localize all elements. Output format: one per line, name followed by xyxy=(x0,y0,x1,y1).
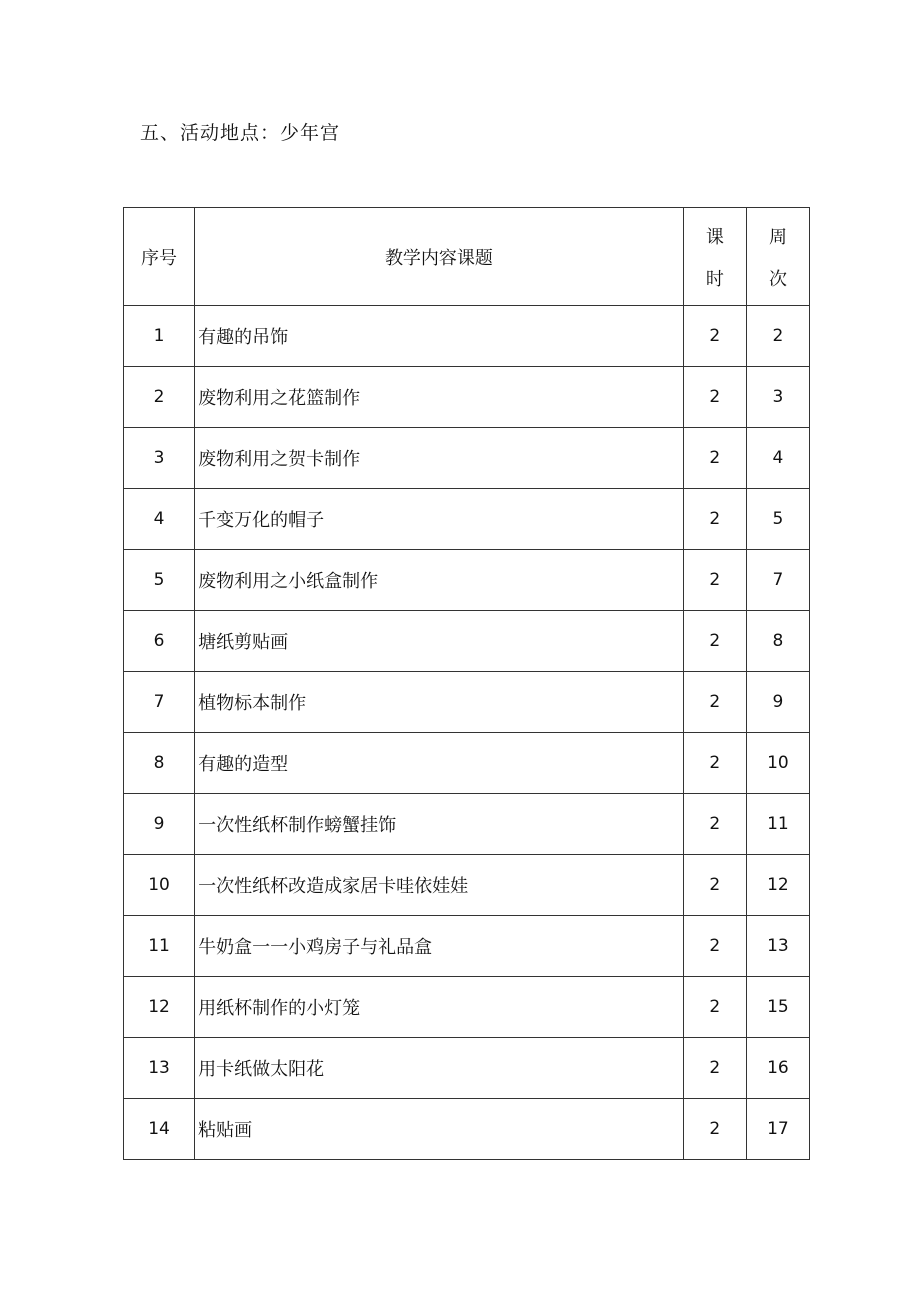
row-index: 1 xyxy=(124,306,195,367)
table-row xyxy=(124,733,810,794)
table-row xyxy=(124,672,810,733)
row-index: 2 xyxy=(124,367,195,428)
course-schedule-table xyxy=(123,207,810,1160)
row-hours: 2 xyxy=(683,550,746,611)
table-row xyxy=(124,367,810,428)
header-hours-char-1: 课 xyxy=(705,226,724,248)
header-topic: 教学内容课题 xyxy=(195,208,684,306)
table-row xyxy=(124,916,810,977)
row-week: 2 xyxy=(746,306,809,367)
row-hours: 2 xyxy=(683,428,746,489)
table-row xyxy=(124,855,810,916)
section-heading: 五、活动地点：少年宫 xyxy=(140,122,341,144)
row-week: 11 xyxy=(746,794,809,855)
row-topic: 塘纸剪贴画 xyxy=(195,611,684,672)
row-week: 15 xyxy=(746,977,809,1038)
header-hours-char-2: 时 xyxy=(705,268,724,290)
table-row xyxy=(124,1099,810,1160)
row-index: 4 xyxy=(124,489,195,550)
row-index: 5 xyxy=(124,550,195,611)
row-week: 4 xyxy=(746,428,809,489)
row-index: 14 xyxy=(124,1099,195,1160)
row-topic: 用纸杯制作的小灯笼 xyxy=(195,977,684,1038)
row-hours: 2 xyxy=(683,916,746,977)
row-week: 10 xyxy=(746,733,809,794)
row-index: 6 xyxy=(124,611,195,672)
row-index: 3 xyxy=(124,428,195,489)
row-index: 7 xyxy=(124,672,195,733)
header-hours xyxy=(683,208,746,306)
row-week: 7 xyxy=(746,550,809,611)
row-week: 3 xyxy=(746,367,809,428)
row-index: 12 xyxy=(124,977,195,1038)
row-hours: 2 xyxy=(683,489,746,550)
table-row xyxy=(124,794,810,855)
row-week: 12 xyxy=(746,855,809,916)
row-hours: 2 xyxy=(683,733,746,794)
row-index: 10 xyxy=(124,855,195,916)
row-topic: 植物标本制作 xyxy=(195,672,684,733)
row-hours: 2 xyxy=(683,855,746,916)
row-hours: 2 xyxy=(683,672,746,733)
row-hours: 2 xyxy=(683,367,746,428)
row-index: 8 xyxy=(124,733,195,794)
table-row xyxy=(124,977,810,1038)
row-topic: 牛奶盒一一小鸡房子与礼品盒 xyxy=(195,916,684,977)
table-row xyxy=(124,428,810,489)
table-row xyxy=(124,306,810,367)
row-topic: 一次性纸杯制作螃蟹挂饰 xyxy=(195,794,684,855)
row-topic: 一次性纸杯改造成家居卡哇依娃娃 xyxy=(195,855,684,916)
row-topic: 有趣的吊饰 xyxy=(195,306,684,367)
row-hours: 2 xyxy=(683,977,746,1038)
row-week: 13 xyxy=(746,916,809,977)
row-week: 5 xyxy=(746,489,809,550)
row-topic: 用卡纸做太阳花 xyxy=(195,1038,684,1099)
header-week-char-1: 周 xyxy=(768,226,787,248)
row-hours: 2 xyxy=(683,794,746,855)
row-topic: 千变万化的帽子 xyxy=(195,489,684,550)
row-week: 8 xyxy=(746,611,809,672)
table-row xyxy=(124,1038,810,1099)
row-hours: 2 xyxy=(683,306,746,367)
table-row xyxy=(124,550,810,611)
row-hours: 2 xyxy=(683,1099,746,1160)
row-index: 11 xyxy=(124,916,195,977)
table-row xyxy=(124,489,810,550)
row-index: 13 xyxy=(124,1038,195,1099)
row-week: 17 xyxy=(746,1099,809,1160)
header-week xyxy=(746,208,809,306)
row-week: 9 xyxy=(746,672,809,733)
row-topic: 废物利用之花篮制作 xyxy=(195,367,684,428)
row-topic: 有趣的造型 xyxy=(195,733,684,794)
header-week-char-2: 次 xyxy=(768,268,787,290)
row-topic: 废物利用之贺卡制作 xyxy=(195,428,684,489)
table-row xyxy=(124,611,810,672)
row-hours: 2 xyxy=(683,611,746,672)
header-index: 序号 xyxy=(124,208,195,306)
row-hours: 2 xyxy=(683,1038,746,1099)
row-topic: 粘贴画 xyxy=(195,1099,684,1160)
row-index: 9 xyxy=(124,794,195,855)
row-topic: 废物利用之小纸盒制作 xyxy=(195,550,684,611)
row-week: 16 xyxy=(746,1038,809,1099)
table-header-row xyxy=(124,208,810,306)
